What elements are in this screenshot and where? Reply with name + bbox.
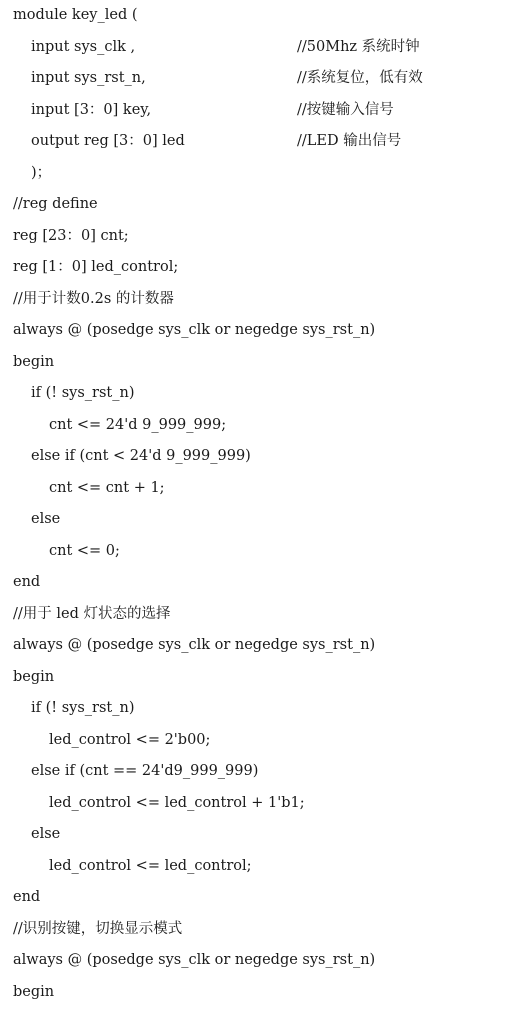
code-text: else if (cnt < 24'd 9_999_999) (31, 448, 251, 464)
code-line (0, 99, 527, 121)
code-text: reg [23：0] cnt; (13, 227, 129, 244)
code-text: always @ (posedge sys_clk or negedge sys_rst_n) (13, 637, 376, 653)
code-line (0, 855, 527, 877)
code-text: else (31, 826, 61, 842)
code-line (0, 949, 527, 971)
code-text: //reg define (13, 196, 98, 212)
code-line (0, 445, 527, 467)
code-text: //用于 led 灯状态的选择 (13, 605, 171, 622)
code-text: always @ (posedge sys_clk or negedge sys_rst_n) (13, 952, 376, 968)
code-text: begin (13, 353, 55, 370)
code-text: reg [1：0] led_control; (13, 259, 179, 275)
code-line (0, 823, 527, 845)
code-line (0, 729, 527, 751)
code-text: led_control <= led_control + 1'b1; (49, 794, 305, 811)
code-line (0, 603, 527, 625)
code-text: begin (13, 983, 55, 1000)
code-line (0, 36, 527, 58)
code-text: end (13, 889, 41, 905)
code-text: //识别按键，切换显示模式 (13, 920, 183, 937)
code-text: if (! sys_rst_n) (31, 700, 135, 716)
code-line (0, 193, 527, 215)
code-line (0, 4, 527, 26)
code-text: if (! sys_rst_n) (31, 385, 135, 401)
code-line (0, 508, 527, 530)
code-line (0, 886, 527, 908)
code-line (0, 540, 527, 562)
code-text: cnt <= cnt + 1; (49, 479, 165, 496)
code-text: input [3：0] key, (31, 101, 152, 118)
code-comment: //50Mhz 系统时钟 (297, 38, 420, 55)
code-text: input sys_rst_n, (31, 70, 146, 86)
code-line (0, 697, 527, 719)
code-line (0, 256, 527, 278)
code-line (0, 319, 527, 341)
code-text: input sys_clk , (31, 38, 136, 55)
code-text: module key_led ( (13, 7, 138, 23)
code-text: begin (13, 668, 55, 685)
code-line (0, 792, 527, 814)
code-line (0, 162, 527, 184)
code-line (0, 666, 527, 688)
code-line (0, 760, 527, 782)
code-line (0, 382, 527, 404)
code-text: led_control <= 2'b00; (49, 731, 211, 748)
code-line (0, 414, 527, 436)
code-line (0, 351, 527, 373)
code-text: else if (cnt == 24'd9_999_999) (31, 763, 259, 779)
code-line (0, 634, 527, 656)
code-comment: //按键输入信号 (297, 101, 394, 118)
code-line (0, 67, 527, 89)
code-text: else (31, 511, 61, 527)
code-text: //用于计数0.2s 的计数器 (13, 290, 174, 307)
code-line (0, 981, 527, 1003)
code-text: led_control <= led_control; (49, 857, 252, 874)
code-text: output reg [3：0] led (31, 133, 185, 149)
code-line (0, 288, 527, 310)
code-comment: //系统复位，低有效 (297, 70, 423, 86)
code-comment: //LED 输出信号 (297, 133, 402, 149)
code-text: cnt <= 0; (49, 542, 120, 559)
code-text: cnt <= 24'd 9_999_999; (49, 416, 227, 433)
code-text: )； (31, 164, 52, 181)
code-line (0, 130, 527, 152)
code-line (0, 477, 527, 499)
code-line (0, 225, 527, 247)
code-line (0, 571, 527, 593)
code-line (0, 918, 527, 940)
code-text: end (13, 574, 41, 590)
code-text: always @ (posedge sys_clk or negedge sys_rst_n) (13, 322, 376, 338)
